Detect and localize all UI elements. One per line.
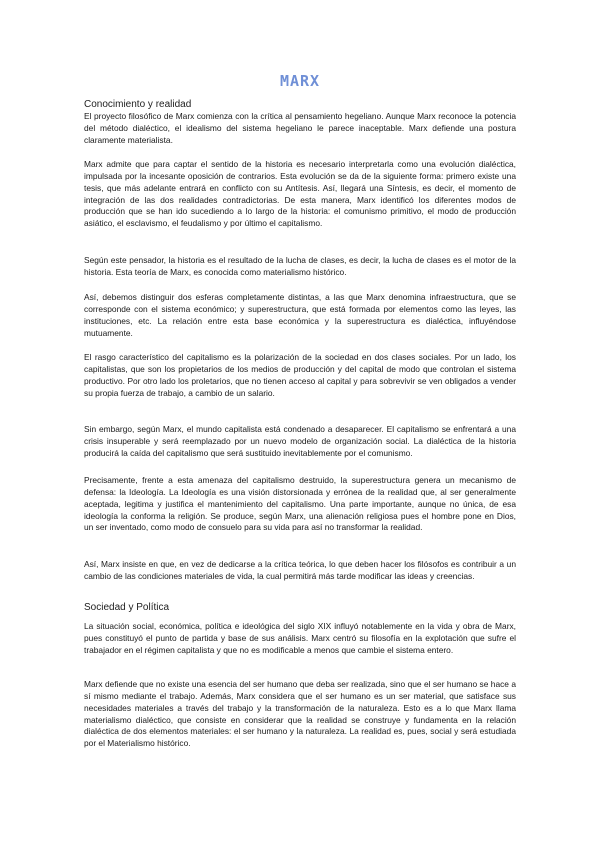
document-title: MARX xyxy=(279,72,321,90)
paragraph: Así, debemos distinguir dos esferas completamente distintas, a las que Marx denomina infraestructura, que se corresponde con el sistema económico; y superestructura, que está formada por elementos como las leyes, las instituciones, etc. La relación entre esta base económica y la superestructura es dialéctica, influyéndose mutuamente. xyxy=(84,292,516,338)
paragraph: Así, Marx insiste en que, en vez de dedicarse a la crítica teórica, lo que deben hacer los filósofos es contribuir a un cambio de las condiciones materiales de vida, la cual permitirá más tarde modificar las ideas y creencias. xyxy=(84,559,516,581)
paragraph: Precisamente, frente a esta amenaza del capitalismo destruido, la superestructura genera un mecanismo de defensa: la Ideología. La Ideología es una visión distorsionada y errónea de la realidad que, al ser generalmente aceptada, legitima y justifica el mantenimiento del capitalismo. Una parte importante, aunque no única, de esa ideología la conforma la religión. Se produce, según Marx, una alienación religiosa pues el hombre pone en Dios, un ser inventado, como modo de consuelo para su vida para así no transformar la realidad. xyxy=(84,475,516,533)
paragraph: El rasgo característico del capitalismo es la polarización de la sociedad en dos clases sociales. Por un lado, los capitalistas, que son los propietarios de los medios de producción y del capital de modo que controlan el sistema productivo. Por otro lado los proletarios, que no tienen acceso al capital y para sobrevivir se ven obligados a vender su propia fuerza de trabajo, a cambio de un salario. xyxy=(84,352,516,398)
paragraph: Según este pensador, la historia es el resultado de la lucha de clases, es decir, la lucha de clases es el motor de la historia. Esta teoría de Marx, es conocida como materialismo histórico. xyxy=(84,255,516,277)
section-heading-conocimiento: Conocimiento y realidad xyxy=(84,99,192,110)
paragraph: Sin embargo, según Marx, el mundo capitalista está condenado a desaparecer. El capitalismo se enfrentará a una crisis insuperable y será reemplazado por un nuevo modelo de organización social. La dialéctica de la historia producirá la caída del capitalismo que será sustituido inevitablemente por el comunismo. xyxy=(84,424,516,458)
paragraph: La situación social, económica, política e ideológica del siglo XIX influyó notablemente en la vida y obra de Marx, pues constituyó el punto de partida y base de sus análisis. Marx centró su filosofía en la explotación que sufre el trabajador en el régimen capitalista y que no es modificable a menos que cambie el sistema entero. xyxy=(84,621,516,655)
paragraph: Marx admite que para captar el sentido de la historia es necesario interpretarla como una evolución dialéctica, impulsada por la incesante oposición de contrarios. Esta evolución se da de la siguiente forma: primero existe una tesis, que más adelante entrará en conflicto con su Antítesis. Así, llegará una Síntesis, es decir, el momento de integración de las dos realidades contradictorias. De esta manera, Marx identificó los diferentes modos de producción que se han ido sucediendo a lo largo de la historia: el comunismo primitivo, el modo de producción asiático, el esclavismo, el feudalismo y por último el capitalismo. xyxy=(84,159,516,229)
paragraph: Marx defiende que no existe una esencia del ser humano que deba ser realizada, sino que el ser humano se hace a sí mismo mediante el trabajo. Además, Marx considera que el ser humano es un ser material, que satisface sus necesidades materiales a través del trabajo y la transformación de la naturaleza. Esto es a lo que Marx llama materialismo dialéctico, que consiste en considerar que la realidad se construye y fundamenta en la relación dialéctica de dos elementos materiales: el ser humano y la naturaleza. La realidad es, pues, social y será estudiada por el Materialismo histórico. xyxy=(84,679,516,749)
paragraph: El proyecto filosófico de Marx comienza con la crítica al pensamiento hegeliano. Aunque Marx reconoce la potencia del método dialéctico, el idealismo del sistema hegeliano le parece inaceptable. Marx defiende una postura claramente materialista. xyxy=(84,111,516,145)
section-heading-sociedad: Sociedad y Política xyxy=(84,602,170,613)
